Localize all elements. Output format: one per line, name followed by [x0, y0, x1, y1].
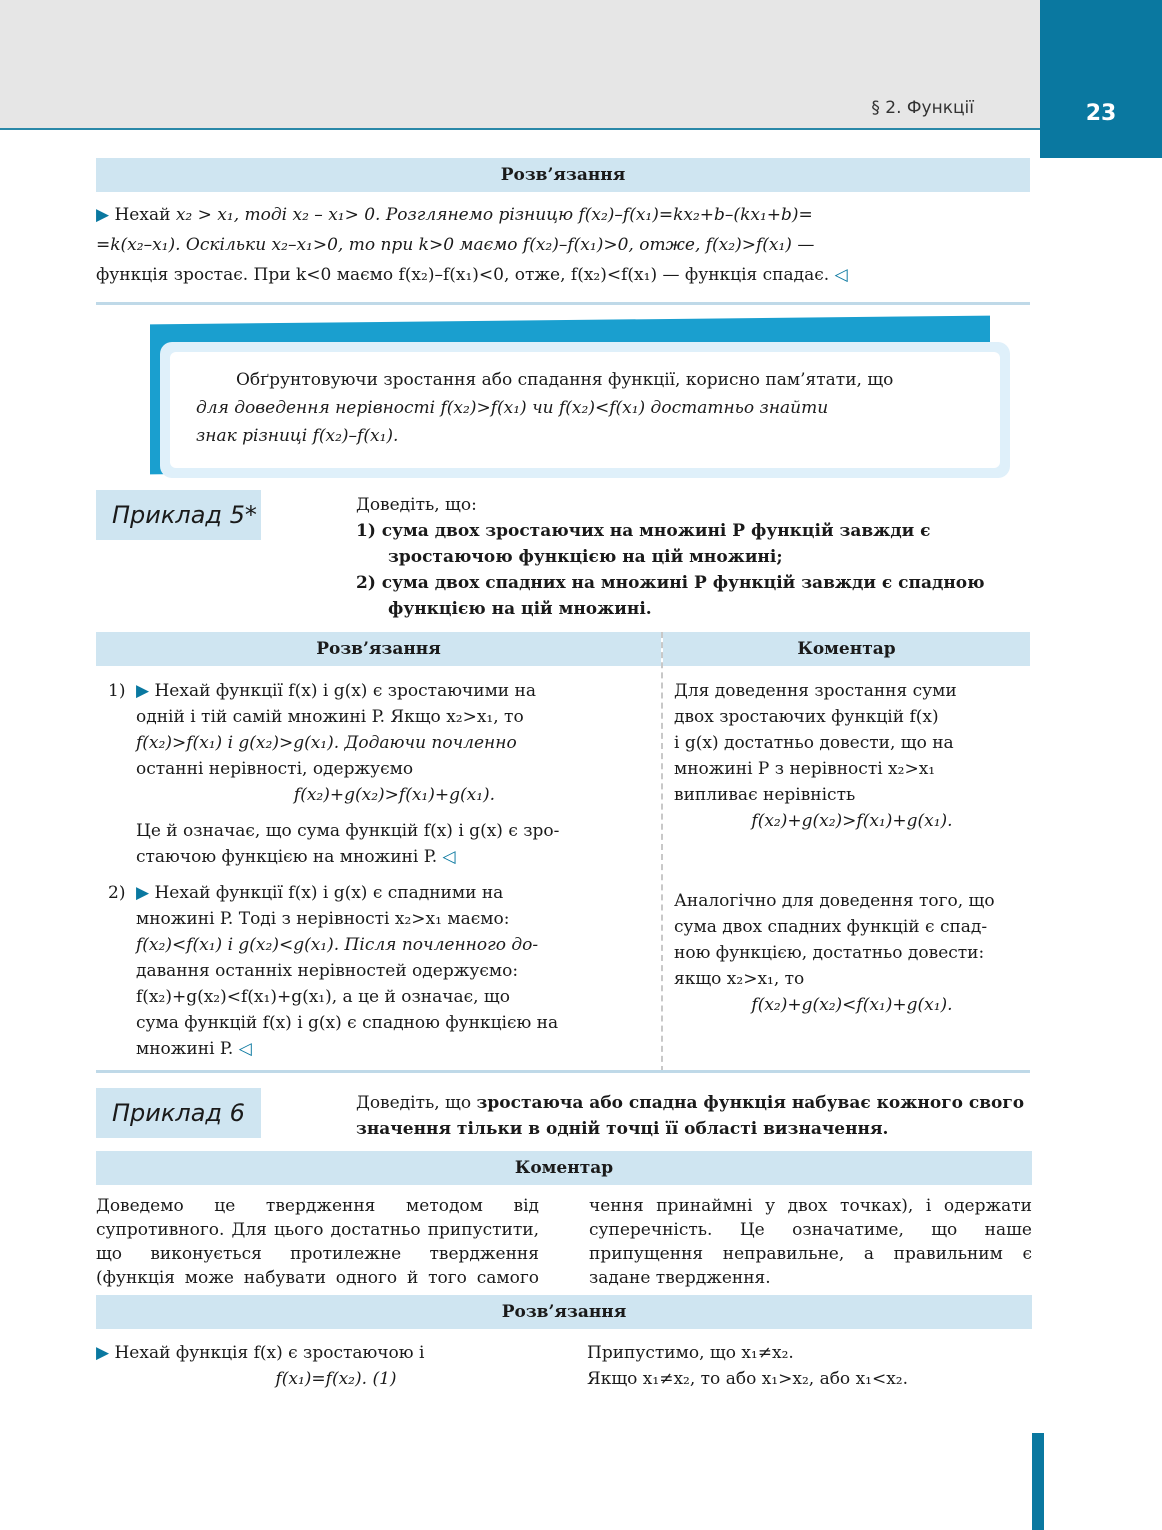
- solution-text: [96, 200, 1030, 290]
- comment-line: двох зростаючих функцій f(x): [674, 707, 939, 727]
- item-number: 1): [108, 681, 126, 701]
- solution-line: Нехай функції f(x) і g(x) є зростаючими на: [154, 681, 536, 701]
- comment-right: чення принаймні у двох точках), і одержати суперечність. Це означатиме, що наше припущення неправильне, а правильним є задане твердження.: [589, 1196, 1032, 1288]
- solution-line: x₂ > x₁, тоді x₂ – x₁> 0. Розглянемо різницю f(x₂)–f(x₁)=kx₂+b–(kx₁+b)=: [175, 205, 813, 225]
- solution-line: давання останніх нерівностей одержуємо:: [136, 961, 519, 981]
- solution-line: Нехай функція f(x) є зростаючою і: [114, 1343, 425, 1363]
- start-marker-icon: ▶: [136, 681, 150, 701]
- comment-line: ною функцією, достатньо довести:: [674, 943, 985, 963]
- solution-line: множині P.: [136, 1039, 234, 1059]
- divider: [96, 302, 1030, 305]
- example-task: [356, 1090, 1032, 1142]
- solution-line: f(x₂)+g(x₂)<f(x₁)+g(x₁), а це й означає, що: [136, 987, 510, 1007]
- formula: f(x₂)+g(x₂)<f(x₁)+g(x₁).: [751, 995, 953, 1015]
- comment-line: множині P з нерівності x₂>x₁: [674, 759, 936, 779]
- start-marker-icon: ▶: [96, 1343, 110, 1363]
- formula: f(x₂)+g(x₂)>f(x₁)+g(x₁).: [293, 785, 496, 805]
- solution-left: [96, 1340, 576, 1392]
- comment-left: Доведемо це твердження методом від супротивного. Для цього достатньо припустити, що виконується протилежне твердження (функція може набувати одного й того самого: [96, 1196, 539, 1288]
- note-text: Обґрунтовуючи зростання або спадання функції, корисно пам’ятати, що: [236, 370, 894, 390]
- task-intro: Доведіть, що: [356, 1093, 472, 1113]
- formula: f(x₁)=f(x₂). (1): [275, 1369, 397, 1389]
- solution-line: f(x₂)>f(x₁) і g(x₂)>g(x₁). Додаючи почленно: [136, 733, 517, 753]
- section-header: § 2. Функції: [871, 98, 974, 118]
- solution-right: [587, 1340, 1032, 1392]
- solution-line: Нехай функції f(x) і g(x) є спадними на: [154, 883, 504, 903]
- solution-line: =k(x₂–x₁). Оскільки x₂–x₁>0, то при k>0 маємо f(x₂)–f(x₁)>0, отже, f(x₂)>f(x₁) —: [96, 235, 815, 255]
- start-marker-icon: ▶: [96, 205, 110, 225]
- comment-column: [674, 678, 1030, 1018]
- comment-line: Для доведення зростання суми: [674, 681, 957, 701]
- comment-line: якщо x₂>x₁, то: [674, 969, 805, 989]
- solution-line: одній і тій самій множині P. Якщо x₂>x₁, то: [136, 707, 524, 727]
- solution-line: Нехай: [114, 205, 171, 225]
- comment-line: Аналогічно для доведення того, що: [674, 891, 995, 911]
- note-box: [160, 342, 1010, 478]
- page-number: 23: [1085, 101, 1117, 126]
- solution-line: Якщо x₁≠x₂, то або x₁>x₂, або x₁<x₂.: [587, 1369, 909, 1389]
- solution-line: Це й означає, що сума функцій f(x) і g(x) є зро-: [136, 821, 560, 841]
- solution-line: стаючою функцією на множині P.: [136, 847, 438, 867]
- item-number: 2): [108, 883, 126, 903]
- example-label: Приклад 6: [96, 1088, 261, 1138]
- end-marker-icon: ◁: [238, 1039, 252, 1059]
- divider: [96, 1070, 1030, 1073]
- task-item: 1) сума двох зростаючих на множині P функцій завжди є зростаючою функцією на цій множині;: [356, 521, 931, 567]
- start-marker-icon: ▶: [136, 883, 150, 903]
- task-item: 2) сума двох спадних на множині P функцій завжди є спадною функцією на цій множині.: [356, 573, 985, 619]
- solution-line: сума функцій f(x) і g(x) є спадною функцією на: [136, 1013, 559, 1033]
- side-bar: [1032, 1433, 1044, 1530]
- solution-line: функція зростає. При k<0 маємо f(x₂)–f(x₁)<0, отже, f(x₂)<f(x₁) — функція спадає.: [96, 265, 830, 285]
- solution-line: f(x₂)<f(x₁) і g(x₂)<g(x₁). Після почленного до-: [136, 935, 539, 955]
- page-number-tab: [1040, 0, 1162, 158]
- solution-line: Припустимо, що x₁≠x₂.: [587, 1343, 794, 1363]
- comment-line: і g(x) достатньо довести, що на: [674, 733, 954, 753]
- solution-line: останні нерівності, одержуємо: [136, 759, 414, 779]
- solution-header: Розв’язання: [96, 632, 661, 666]
- example-task: [356, 492, 1032, 622]
- end-marker-icon: ◁: [442, 847, 456, 867]
- example-label: Приклад 5*: [96, 490, 261, 540]
- top-rule: [0, 128, 1040, 130]
- note-text: знак різниці f(x₂)–f(x₁).: [196, 426, 399, 446]
- solution-header: Розв’язання: [96, 158, 1030, 192]
- column-divider: [661, 632, 663, 1072]
- formula: f(x₂)+g(x₂)>f(x₁)+g(x₁).: [751, 811, 953, 831]
- comment-line: випливає нерівність: [674, 785, 856, 805]
- task-intro: Доведіть, що:: [356, 495, 477, 515]
- solution-line: множині P. Тоді з нерівності x₂>x₁ маємо:: [136, 909, 510, 929]
- end-marker-icon: ◁: [834, 265, 848, 285]
- comment-line: сума двох спадних функцій є спад-: [674, 917, 988, 937]
- comment-header: Коментар: [663, 632, 1030, 666]
- note-text: для доведення нерівності f(x₂)>f(x₁) чи f(x₂)<f(x₁) достатньо знайти: [196, 398, 829, 418]
- solution-column: [108, 678, 653, 1062]
- task-statement: зростаюча або спадна функція набуває кожного свого значення тільки в одній точці її області визначення.: [356, 1093, 1025, 1139]
- solution-header: Розв’язання: [96, 1295, 1032, 1329]
- comment-header: Коментар: [96, 1151, 1032, 1185]
